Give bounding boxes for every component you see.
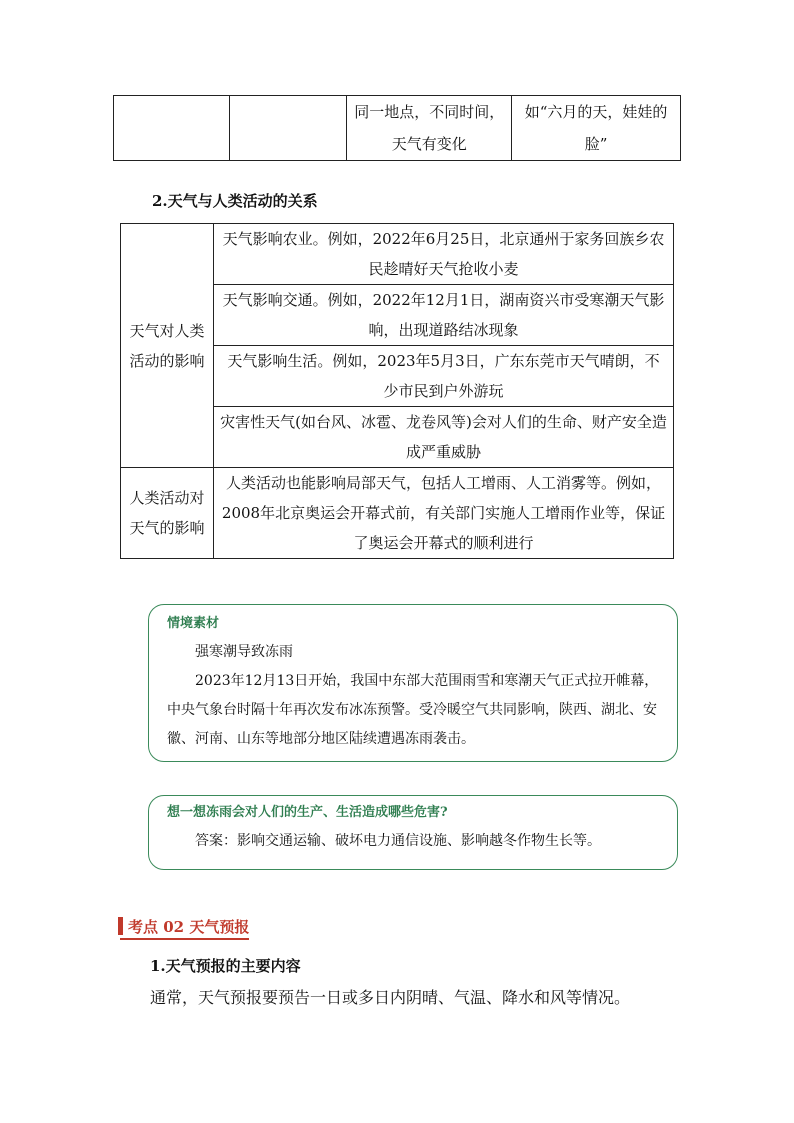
table-row: [121, 224, 674, 285]
table-cell-life: 天气影响生活。例如，2023年5月3日，广东东莞市天气晴朗，不少市民到户外游玩: [214, 346, 674, 407]
table-row: [121, 468, 674, 559]
table-cell-empty-2: [229, 96, 347, 161]
row-label-weather-effects: 天气对人类活动的影响: [121, 224, 214, 468]
question-box: [148, 795, 678, 870]
weather-human-relation-table: [120, 223, 674, 559]
table-cell-human-influence: 人类活动也能影响局部天气，包括人工增雨、人工消雾等。例如，2008年北京奥运会开幕式前，有关部门实施人工增雨作业等，保证了奥运会开幕式的顺利进行: [214, 468, 674, 559]
context-material-box: [148, 604, 678, 762]
forecast-paragraph: 通常，天气预报要预告一日或多日内阴晴、气温、降水和风等情况。: [150, 988, 631, 1007]
context-box-body: 2023年12月13日开始，我国中东部大范围雨雪和寒潮天气正式拉开帷幕，中央气象台时隔十年再次发布冰冻预警。受冷暖空气共同影响，陕西、湖北、安徽、河南、山东等地部分地区陆续遭遇冻雨袭击。: [167, 673, 659, 747]
section-heading-forecast-content: 1.天气预报的主要内容: [150, 957, 301, 975]
table-cell-traffic: 天气影响交通。例如，2022年12月1日，湖南资兴市受寒潮天气影响，出现道路结冰现象: [214, 285, 674, 346]
question-box-answer: 答案：影响交通运输、破坏电力通信设施、影响越冬作物生长等。: [195, 833, 601, 849]
table-cell-empty-1: [114, 96, 230, 161]
context-box-subtitle: 强寒潮导致冻雨: [195, 644, 293, 660]
table-row: [114, 96, 681, 161]
context-box-title: 情境素材: [167, 616, 220, 631]
weather-comparison-table: [113, 95, 681, 161]
table-cell-agriculture: 天气影响农业。例如，2022年6月25日，北京通州于家务回族乡农民趁晴好天气抢收小麦: [214, 224, 674, 285]
section-heading-weather-human: 2.天气与人类活动的关系: [152, 192, 318, 210]
row-label-human-effects: 人类活动对天气的影响: [121, 468, 214, 559]
table-cell-description: 同一地点，不同时间，天气有变化: [347, 96, 512, 161]
question-box-question: 想一想冻雨会对人们的生产、生活造成哪些危害?: [167, 805, 448, 820]
kaodian-heading: 考点 02 天气预报: [120, 916, 249, 940]
table-cell-example: 如“六月的天，娃娃的脸”: [512, 96, 681, 161]
table-cell-disaster: 灾害性天气(如台风、冰雹、龙卷风等)会对人们的生命、财产安全造成严重威胁: [214, 407, 674, 468]
